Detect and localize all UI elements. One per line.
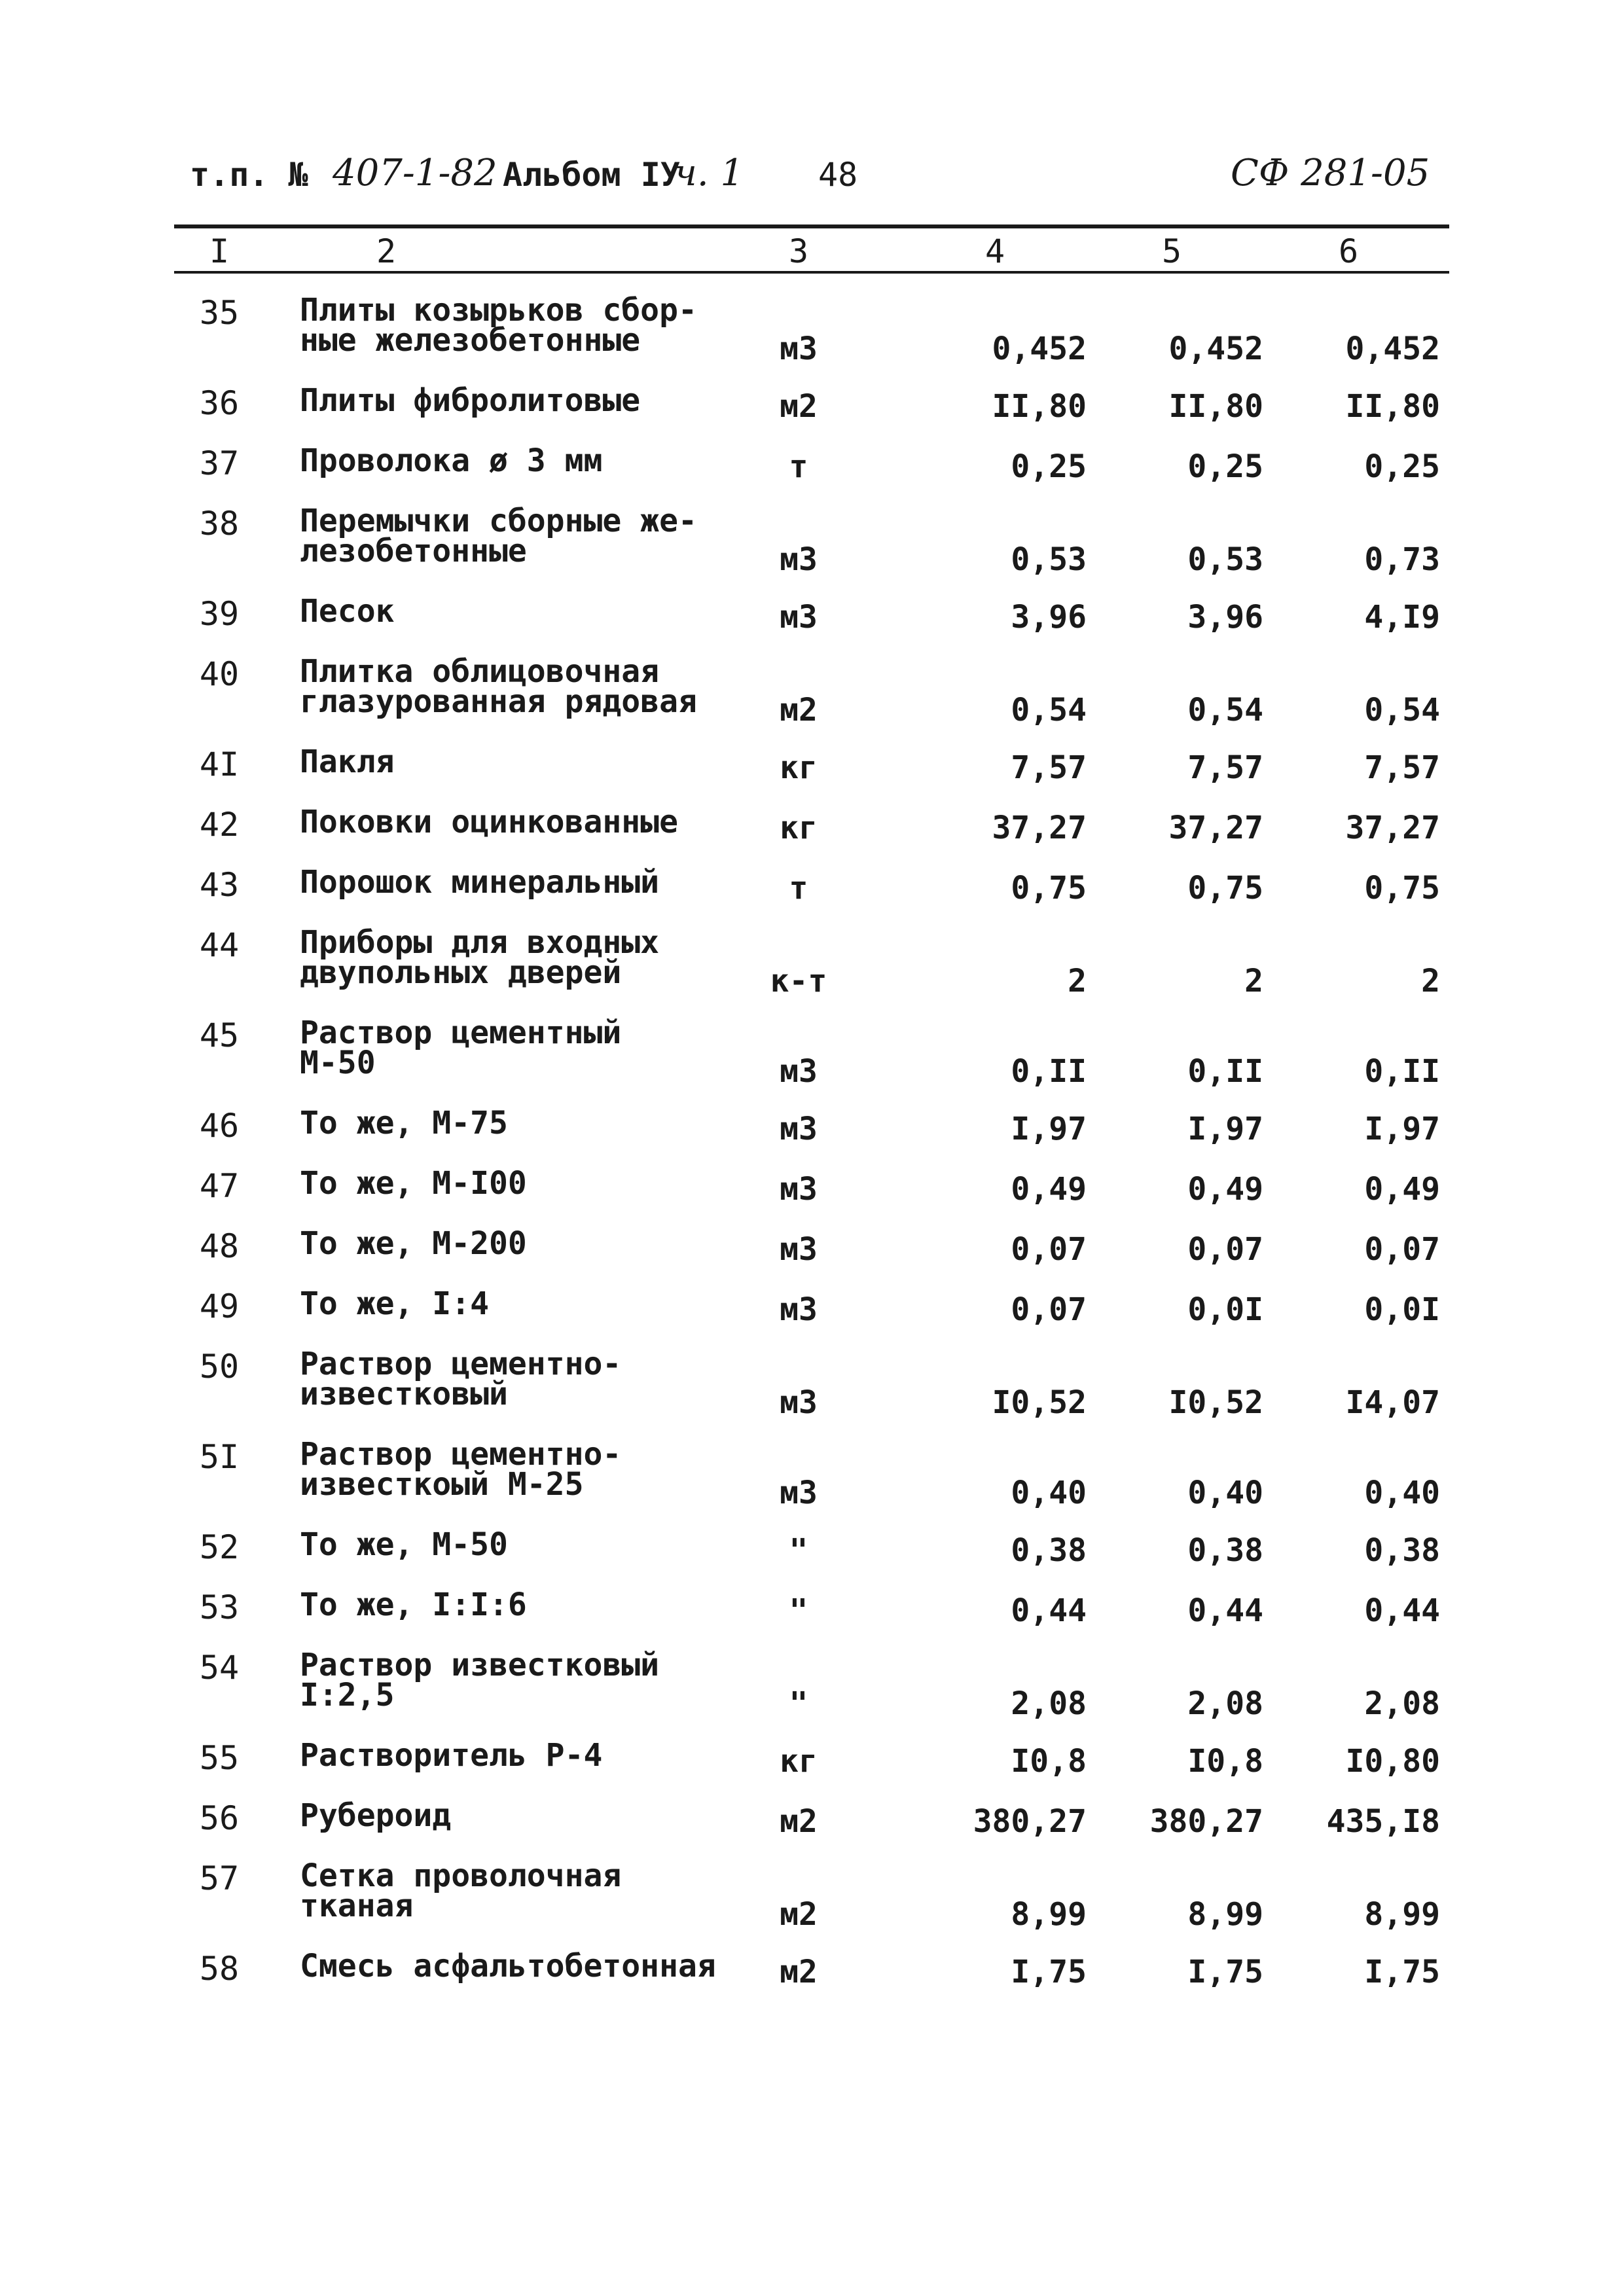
material-name-line: Плиты фибролитовые [300, 382, 641, 419]
unit-of-measure: м3 [780, 1475, 818, 1511]
material-name-line: Поковки оцинкованные [300, 804, 678, 840]
quantity-column-5: 7,57 [1187, 749, 1263, 786]
quantity-column-6: 2,08 [1364, 1685, 1440, 1722]
row-number: 48 [199, 1227, 240, 1265]
quantity-column-4: 0,II [1011, 1053, 1087, 1090]
quantity-column-6: I4,07 [1345, 1384, 1440, 1421]
material-name-line: Приборы для входных [300, 924, 660, 961]
header-project-number: 407-1-82 [333, 152, 497, 194]
row-number: 44 [199, 926, 240, 964]
quantity-column-5: 2,08 [1187, 1685, 1263, 1722]
unit-of-measure: м3 [780, 331, 818, 367]
material-name [300, 1105, 758, 1141]
table-top-rule [174, 224, 1449, 228]
row-number: 46 [199, 1107, 240, 1145]
header-page-number: 48 [818, 156, 858, 194]
row-number: 49 [199, 1287, 240, 1325]
unit-of-measure: м3 [780, 541, 818, 578]
quantity-column-6: 0,73 [1364, 541, 1440, 578]
material-name-line: Проволока ø 3 мм [300, 442, 603, 479]
quantity-column-6: 37,27 [1345, 810, 1440, 846]
quantity-column-6: I0,80 [1345, 1743, 1440, 1780]
quantity-column-5: 0,38 [1187, 1532, 1263, 1569]
quantity-column-4: 0,75 [1011, 870, 1087, 906]
row-number: 56 [199, 1799, 240, 1837]
quantity-column-4: 0,44 [1011, 1592, 1087, 1629]
unit-of-measure: м2 [780, 692, 818, 728]
quantity-column-5: 37,27 [1168, 810, 1263, 846]
material-name-line: То же, I:I:6 [300, 1587, 527, 1623]
row-number: 50 [199, 1348, 240, 1386]
header-code: СФ 281-05 [1231, 152, 1430, 194]
row-number: 47 [199, 1167, 240, 1205]
quantity-column-5: I,97 [1187, 1111, 1263, 1147]
quantity-column-5: 0,44 [1187, 1592, 1263, 1629]
row-number: 54 [199, 1649, 240, 1687]
unit-of-measure: т [789, 448, 808, 485]
material-name-line: То же, М-75 [300, 1105, 508, 1141]
material-name-line: глазурованная рядовая [300, 683, 697, 720]
material-name-line: То же, I:4 [300, 1285, 489, 1322]
quantity-column-4: 8,99 [1011, 1896, 1087, 1933]
unit-of-measure: м3 [780, 1291, 818, 1328]
quantity-column-6: 0,40 [1364, 1475, 1440, 1511]
column-header-5: 5 [1161, 232, 1182, 270]
quantity-column-6: 0,75 [1364, 870, 1440, 906]
material-name [300, 1526, 758, 1563]
material-name [300, 442, 758, 479]
material-name [300, 1165, 758, 1202]
unit-of-measure: т [789, 870, 808, 906]
material-name-line: Рубероид [300, 1797, 452, 1834]
material-name [300, 382, 758, 419]
material-name-line: То же, М-I00 [300, 1165, 527, 1202]
material-name-line: Смесь асфальтобетонная [300, 1948, 716, 1984]
quantity-column-4: 37,27 [992, 810, 1087, 846]
unit-of-measure: м2 [780, 388, 818, 425]
column-header-4: 4 [984, 232, 1005, 270]
quantity-column-4: II,80 [992, 388, 1087, 425]
material-name [300, 593, 758, 630]
material-name-line: лезобетонные [300, 533, 527, 569]
quantity-column-4: 0,07 [1011, 1291, 1087, 1328]
quantity-column-5: I0,8 [1187, 1743, 1263, 1780]
material-name-line: Перемычки сборные же- [300, 503, 697, 539]
material-name-line: Раствор цементный [300, 1014, 622, 1051]
quantity-column-5: 0,II [1187, 1053, 1263, 1090]
quantity-column-5: 0,40 [1187, 1475, 1263, 1511]
unit-of-measure: " [789, 1685, 808, 1722]
quantity-column-6: 0,452 [1345, 331, 1440, 367]
unit-of-measure: м3 [780, 1171, 818, 1208]
quantity-column-6: 0,44 [1364, 1592, 1440, 1629]
unit-of-measure: кг [780, 810, 818, 846]
header-part: ч. 1 [674, 152, 744, 194]
quantity-column-5: 0,452 [1168, 331, 1263, 367]
column-header-3: 3 [788, 232, 809, 270]
material-name-line: Раствор известковый [300, 1647, 660, 1683]
row-number: 53 [199, 1588, 240, 1626]
quantity-column-5: 380,27 [1149, 1803, 1263, 1840]
material-name-line: Порошок минеральный [300, 864, 660, 901]
material-name [300, 292, 758, 359]
quantity-column-6: 0,38 [1364, 1532, 1440, 1569]
material-name [300, 744, 758, 780]
quantity-column-4: 0,452 [992, 331, 1087, 367]
material-name-line: То же, М-200 [300, 1225, 527, 1262]
material-name-line: Песок [300, 593, 395, 630]
quantity-column-6: 0,54 [1364, 692, 1440, 728]
quantity-column-5: 2 [1244, 963, 1263, 999]
quantity-column-4: 0,53 [1011, 541, 1087, 578]
row-number: 57 [199, 1859, 240, 1897]
quantity-column-4: 0,54 [1011, 692, 1087, 728]
table-header-rule [174, 271, 1449, 274]
unit-of-measure: м3 [780, 1111, 818, 1147]
quantity-column-4: 0,25 [1011, 448, 1087, 485]
header-album: Альбом IУ [503, 156, 680, 194]
material-name-line: Сетка проволочная [300, 1857, 622, 1894]
unit-of-measure: м3 [780, 1231, 818, 1268]
unit-of-measure: м2 [780, 1896, 818, 1933]
column-header-6: 6 [1338, 232, 1359, 270]
quantity-column-4: I0,52 [992, 1384, 1087, 1421]
material-name [300, 1225, 758, 1262]
material-name-line: тканая [300, 1888, 414, 1924]
quantity-column-6: II,80 [1345, 388, 1440, 425]
unit-of-measure: кг [780, 1743, 818, 1780]
material-name [300, 1346, 758, 1412]
material-name [300, 864, 758, 901]
unit-of-measure: " [789, 1532, 808, 1569]
material-name [300, 1948, 758, 1984]
row-number: 45 [199, 1016, 240, 1054]
quantity-column-6: 0,II [1364, 1053, 1440, 1090]
material-name-line: Плиты козырьков сбор- [300, 292, 697, 329]
row-number: 55 [199, 1739, 240, 1777]
quantity-column-5: 0,25 [1187, 448, 1263, 485]
material-name [300, 1587, 758, 1623]
row-number: 35 [199, 294, 240, 332]
quantity-column-4: 0,49 [1011, 1171, 1087, 1208]
quantity-column-6: I,97 [1364, 1111, 1440, 1147]
quantity-column-4: 2,08 [1011, 1685, 1087, 1722]
quantity-column-4: 2 [1068, 963, 1087, 999]
quantity-column-6: 0,25 [1364, 448, 1440, 485]
row-number: 40 [199, 655, 240, 693]
header-prefix: т.п. № [190, 156, 308, 194]
unit-of-measure: к-т [770, 963, 827, 999]
material-name [300, 804, 758, 840]
column-header-2: 2 [376, 232, 397, 270]
quantity-column-4: I0,8 [1011, 1743, 1087, 1780]
material-name [300, 1797, 758, 1834]
row-number: 37 [199, 444, 240, 482]
material-name [300, 924, 758, 991]
unit-of-measure: м2 [780, 1803, 818, 1840]
quantity-column-6: I,75 [1364, 1954, 1440, 1990]
material-name [300, 1014, 758, 1081]
material-name [300, 503, 758, 569]
quantity-column-5: II,80 [1168, 388, 1263, 425]
unit-of-measure: м3 [780, 599, 818, 636]
material-name-line: ные железобетонные [300, 322, 641, 359]
quantity-column-5: I,75 [1187, 1954, 1263, 1990]
unit-of-measure: м3 [780, 1053, 818, 1090]
material-name-line: Плитка облицовочная [300, 653, 660, 690]
material-name-line: известкоый М-25 [300, 1466, 584, 1503]
material-name [300, 1737, 758, 1774]
quantity-column-4: 0,38 [1011, 1532, 1087, 1569]
quantity-column-6: 7,57 [1364, 749, 1440, 786]
row-number: 4I [199, 745, 240, 783]
row-number: 42 [199, 806, 240, 844]
material-name-line: I:2,5 [300, 1677, 395, 1713]
material-name [300, 1647, 758, 1713]
quantity-column-6: 0,0I [1364, 1291, 1440, 1328]
row-number: 58 [199, 1950, 240, 1988]
material-name-line: М-50 [300, 1045, 376, 1081]
page-header [190, 149, 1447, 202]
quantity-column-5: 0,53 [1187, 541, 1263, 578]
quantity-column-4: I,75 [1011, 1954, 1087, 1990]
quantity-column-4: 0,07 [1011, 1231, 1087, 1268]
material-name [300, 653, 758, 720]
quantity-column-5: 0,0I [1187, 1291, 1263, 1328]
quantity-column-5: 3,96 [1187, 599, 1263, 636]
quantity-column-5: 0,75 [1187, 870, 1263, 906]
quantity-column-4: I,97 [1011, 1111, 1087, 1147]
material-name-line: То же, М-50 [300, 1526, 508, 1563]
quantity-column-4: 380,27 [973, 1803, 1087, 1840]
quantity-column-6: 8,99 [1364, 1896, 1440, 1933]
quantity-column-6: 0,07 [1364, 1231, 1440, 1268]
row-number: 39 [199, 595, 240, 633]
material-name-line: Раствор цементно- [300, 1436, 622, 1473]
unit-of-measure: " [789, 1592, 808, 1629]
material-name-line: Растворитель Р-4 [300, 1737, 603, 1774]
quantity-column-5: I0,52 [1168, 1384, 1263, 1421]
material-name-line: Пакля [300, 744, 395, 780]
quantity-column-6: 435,I8 [1326, 1803, 1440, 1840]
row-number: 52 [199, 1528, 240, 1566]
row-number: 38 [199, 505, 240, 543]
quantity-column-6: 2 [1421, 963, 1440, 999]
quantity-column-4: 3,96 [1011, 599, 1087, 636]
quantity-column-5: 0,07 [1187, 1231, 1263, 1268]
quantity-column-5: 8,99 [1187, 1896, 1263, 1933]
quantity-column-5: 0,54 [1187, 692, 1263, 728]
material-name [300, 1285, 758, 1322]
quantity-column-5: 0,49 [1187, 1171, 1263, 1208]
row-number: 5I [199, 1438, 240, 1476]
quantity-column-4: 7,57 [1011, 749, 1087, 786]
quantity-column-6: 0,49 [1364, 1171, 1440, 1208]
row-number: 36 [199, 384, 240, 422]
quantity-column-6: 4,I9 [1364, 599, 1440, 636]
material-name [300, 1436, 758, 1503]
material-name-line: двупольных дверей [300, 954, 622, 991]
column-header-1: I [209, 232, 230, 270]
material-name-line: Раствор цементно- [300, 1346, 622, 1382]
unit-of-measure: кг [780, 749, 818, 786]
quantity-column-4: 0,40 [1011, 1475, 1087, 1511]
unit-of-measure: м2 [780, 1954, 818, 1990]
material-name [300, 1857, 758, 1924]
row-number: 43 [199, 866, 240, 904]
material-name-line: известковый [300, 1376, 508, 1412]
unit-of-measure: м3 [780, 1384, 818, 1421]
